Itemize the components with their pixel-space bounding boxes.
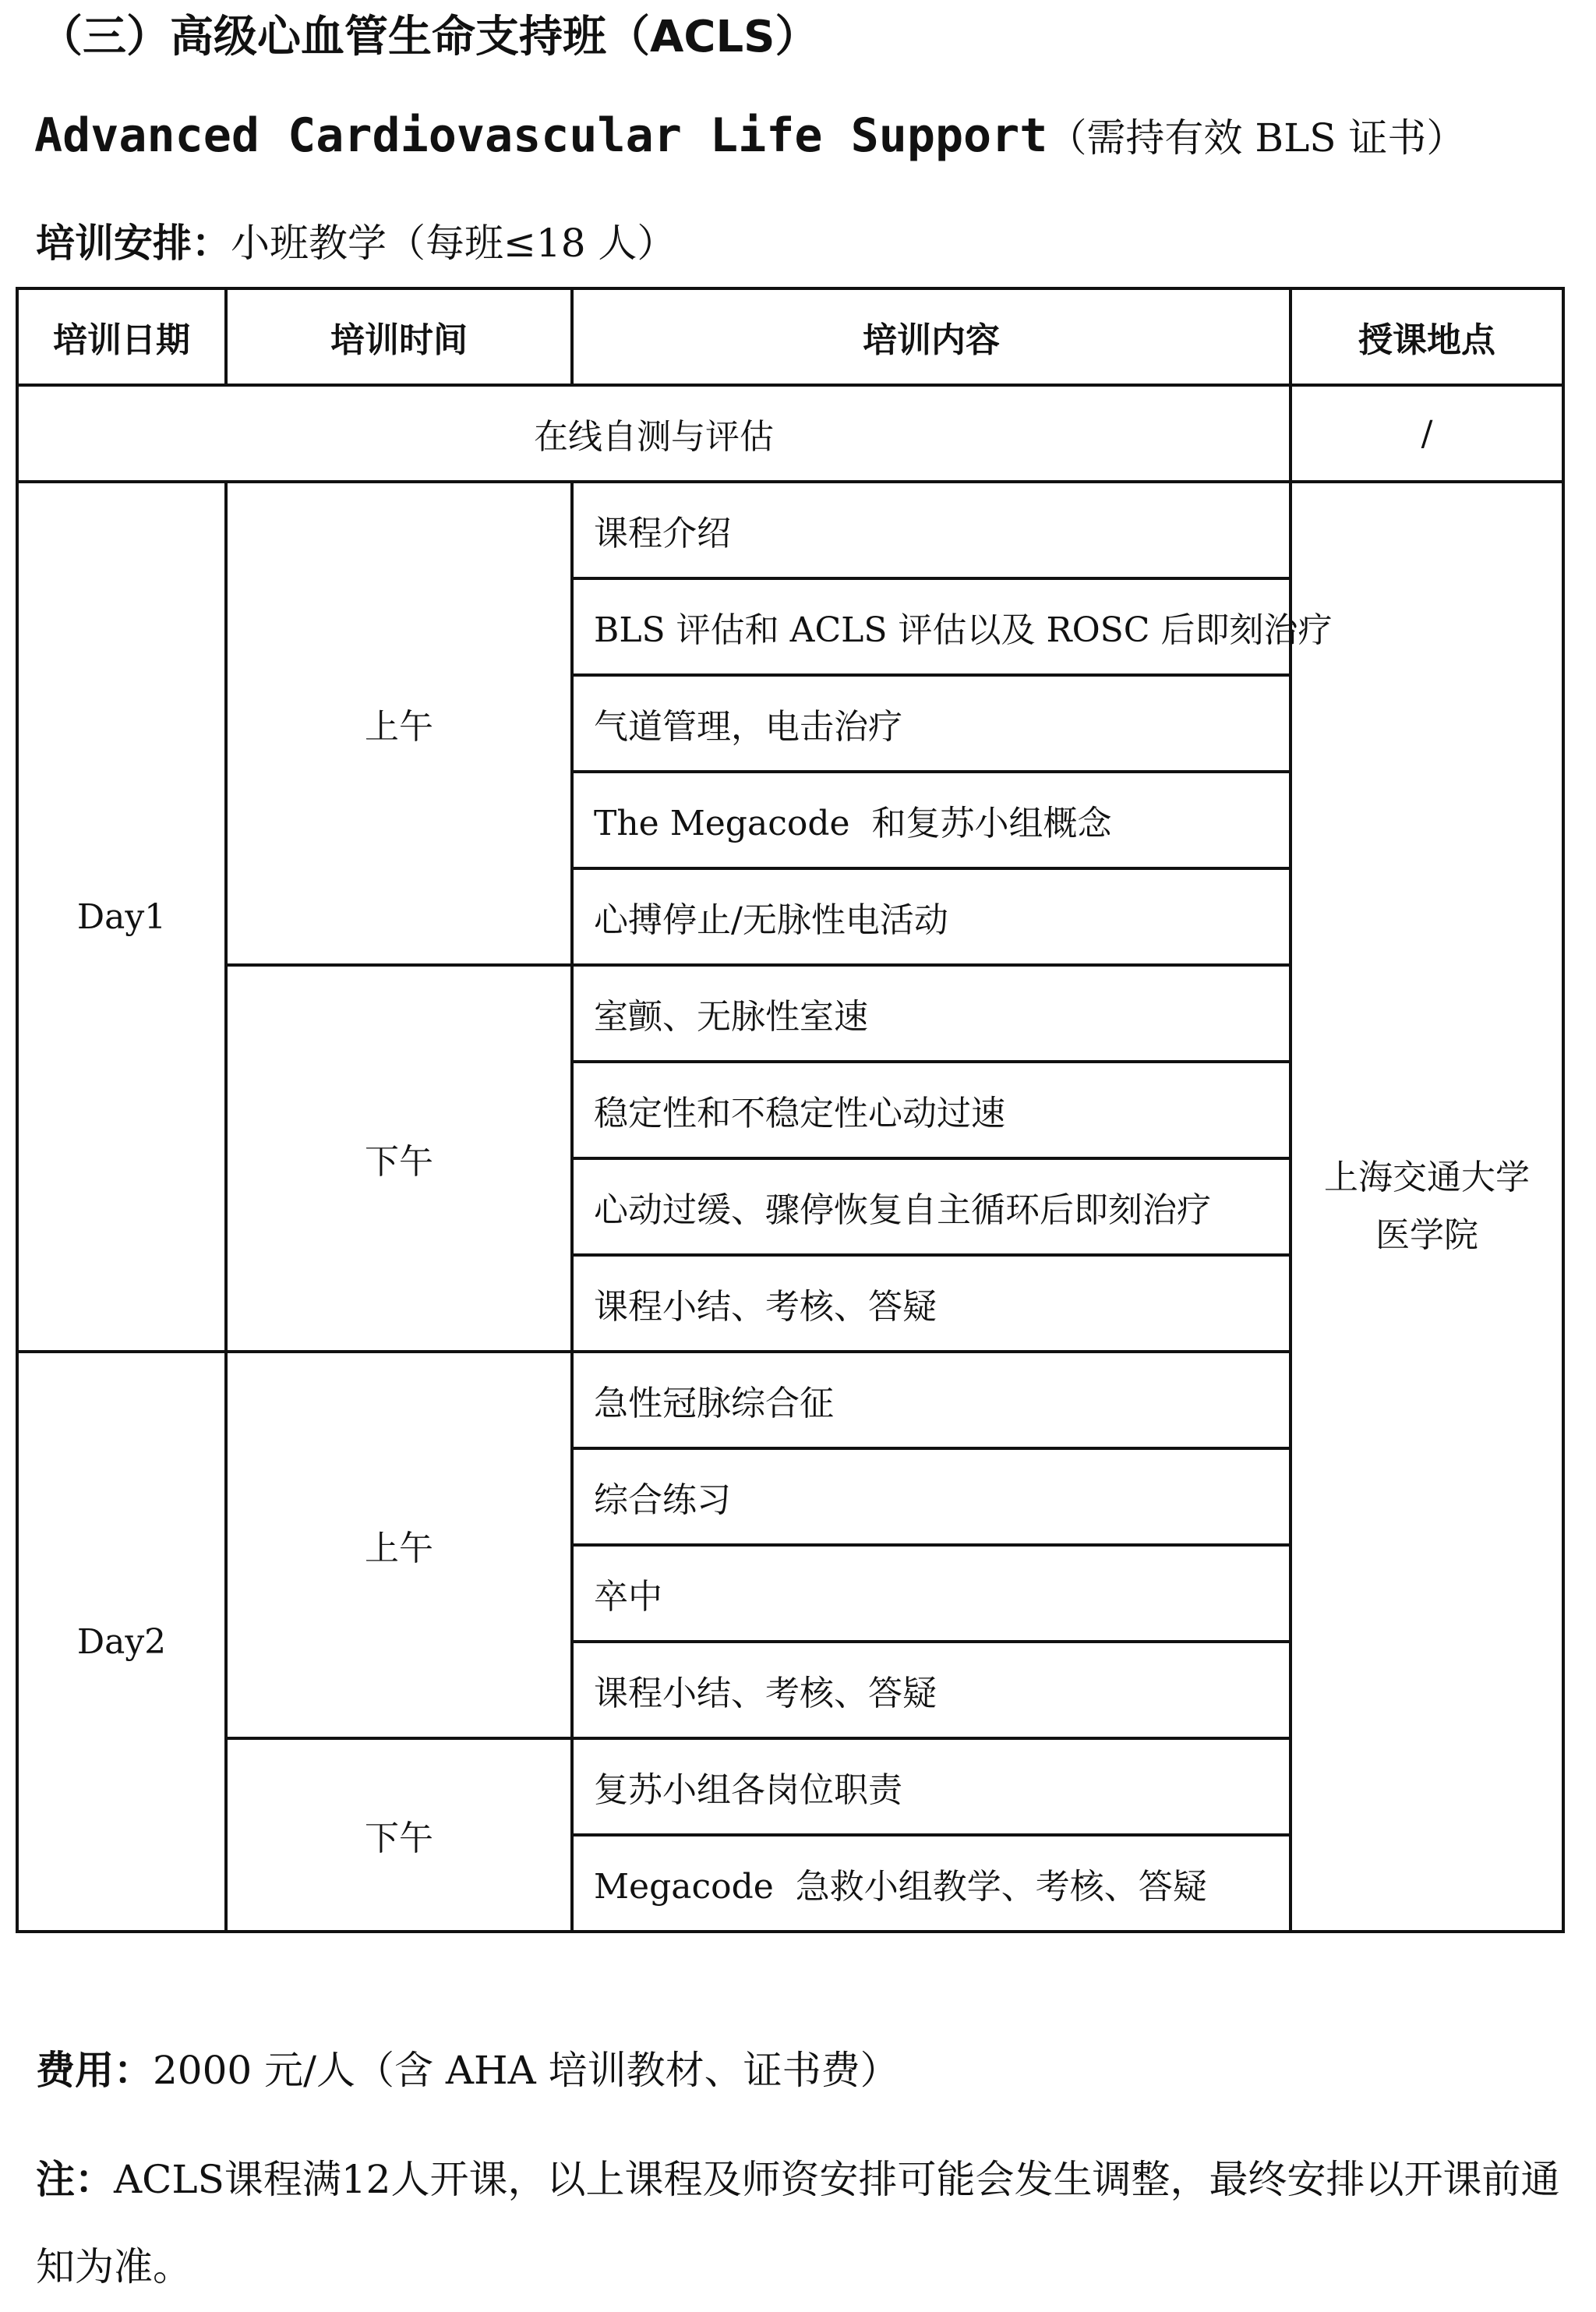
venue-line-1: 上海交通大学 [1324, 1158, 1530, 1197]
content-cell: 急性冠脉综合征 [572, 1352, 1291, 1448]
arrangement-value: 小班教学（每班≤18 人） [231, 221, 676, 266]
content-cell: 卒中 [572, 1545, 1291, 1642]
content-cell: BLS 评估和 ACLS 评估以及 ROSC 后即刻治疗 [572, 578, 1291, 675]
fee-line [36, 2039, 899, 2102]
content-cell: 课程小结、考核、答疑 [572, 1642, 1291, 1738]
day-cell: Day2 [17, 1352, 226, 1932]
table-row [17, 385, 1563, 482]
table-header-row [17, 288, 1563, 385]
page-heading: （三）高级心血管生命支持班（ACLS） [39, 12, 819, 62]
session-time-cell: 下午 [226, 1738, 572, 1932]
header-venue: 授课地点 [1291, 288, 1563, 385]
content-cell: 课程介绍 [572, 482, 1291, 578]
course-subtitle [34, 104, 1465, 169]
content-cell: 心动过缓、骤停恢复自主循环后即刻治疗 [572, 1158, 1291, 1255]
note-label: 注： [36, 2157, 114, 2202]
table-row [17, 482, 1563, 578]
online-assessment-cell: 在线自测与评估 [17, 385, 1291, 482]
note-text: ACLS课程满12人开课，以上课程及师资安排可能会发生调整，最终安排以开课前通知为准。 [36, 2157, 1560, 2289]
header-time: 培训时间 [226, 288, 572, 385]
training-arrangement [36, 212, 676, 274]
course-english-name: Advanced Cardiovascular Life Support [34, 108, 1048, 163]
schedule-table [16, 287, 1565, 1933]
venue-line-2: 医学院 [1375, 1215, 1478, 1255]
header-content: 培训内容 [572, 288, 1291, 385]
session-time-cell: 下午 [226, 965, 572, 1352]
day-cell: Day1 [17, 482, 226, 1352]
content-cell: 气道管理，电击治疗 [572, 675, 1291, 772]
header-date: 培训日期 [17, 288, 226, 385]
fee-value: 2000 元/人（含 AHA 培训教材、证书费） [153, 2048, 899, 2093]
venue-cell [1291, 482, 1563, 1932]
content-cell: 心搏停止/无脉性电活动 [572, 868, 1291, 965]
note-paragraph [36, 2136, 1563, 2310]
content-cell: Megacode 急救小组教学、考核、答疑 [572, 1835, 1291, 1932]
session-time-cell: 上午 [226, 482, 572, 965]
fee-label: 费用： [36, 2048, 153, 2093]
arrangement-label: 培训安排： [36, 221, 231, 266]
content-cell: 综合练习 [572, 1448, 1291, 1545]
content-cell: 课程小结、考核、答疑 [572, 1255, 1291, 1352]
content-cell: The Megacode 和复苏小组概念 [572, 772, 1291, 868]
course-requirement: （需持有效 BLS 证书） [1047, 115, 1466, 161]
session-time-cell: 上午 [226, 1352, 572, 1738]
content-cell: 室颤、无脉性室速 [572, 965, 1291, 1062]
content-cell: 复苏小组各岗位职责 [572, 1738, 1291, 1835]
content-cell: 稳定性和不稳定性心动过速 [572, 1062, 1291, 1158]
online-venue-cell: / [1291, 385, 1563, 482]
